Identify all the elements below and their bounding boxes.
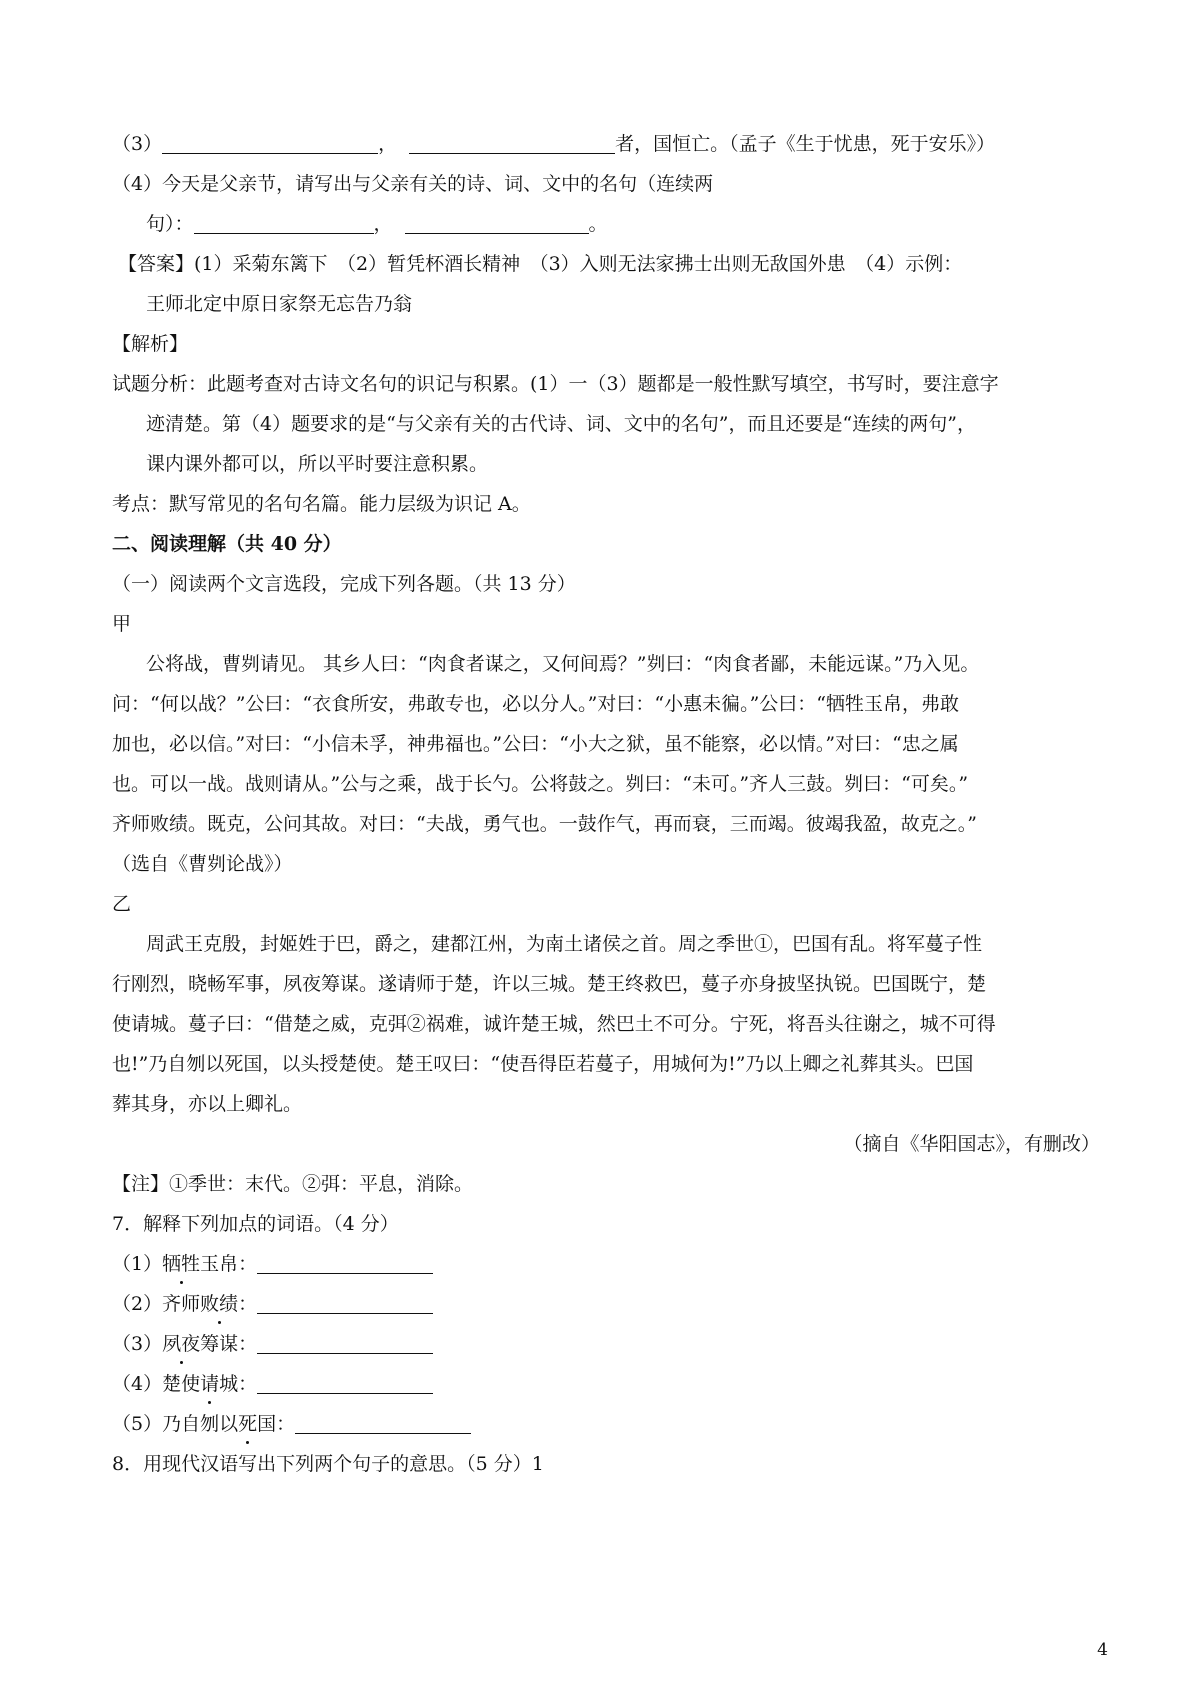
q3-tail: 者，国恒亡。（孟子《生于忧患，死于安乐》） <box>615 133 996 155</box>
q7-item-number: （4） <box>112 1373 163 1395</box>
passage-line: 行刚烈，晓畅军事，夙夜筹谋。遂请师于楚，许以三城。楚王终救巴，蔓子亦身披坚执锐。巴国既宁，楚 <box>112 973 987 995</box>
passage-line: 葬其身，亦以上卿礼。 <box>112 1093 303 1115</box>
q7-answer-blank[interactable] <box>257 1293 433 1314</box>
q3-blank-2[interactable] <box>409 133 615 154</box>
q7-item-number: （2） <box>112 1293 163 1315</box>
passage-jia-label: 甲 <box>112 613 132 635</box>
passage-line: 也!”乃自刎以死国，以头授楚使。楚王叹曰：“使吾得臣若蔓子，用城何为!”乃以上卿之礼葬其头。巴国 <box>112 1053 974 1075</box>
q7-item-post: 玉帛： <box>200 1253 258 1275</box>
q7-item <box>112 1290 433 1318</box>
q7-item-number: （1） <box>112 1253 163 1275</box>
question-7-title: 7．解释下列加点的词语。（4 分） <box>112 1213 399 1235</box>
page-number: 4 <box>1097 1640 1108 1660</box>
q7-item-post: 筹谋： <box>200 1333 258 1355</box>
q4-end: 。 <box>588 213 608 235</box>
dotted-word: 请 <box>200 1370 219 1398</box>
section-title: 二、阅读理解（共 40 分） <box>112 533 342 555</box>
q7-item <box>112 1250 433 1278</box>
passage-yi-label: 乙 <box>112 893 132 915</box>
answer-line-1: 【答案】(1）采菊东篱下 （2）暂凭杯酒长精神 （3）入则无法家拂士出则无敌国外患 （4）示例： <box>118 253 963 275</box>
q7-answer-blank[interactable] <box>257 1373 433 1394</box>
q3-separator: ， <box>378 133 398 155</box>
passage-line: 也。可以一战。战则请从。”公与之乘，战于长勺。公将鼓之。刿曰：“未可。”齐人三鼓。刿曰：“可矣。” <box>112 773 969 795</box>
dotted-word: 夙夜 <box>162 1330 200 1358</box>
q7-item-post: 国： <box>257 1413 296 1435</box>
section-subtitle: （一）阅读两个文言选段，完成下列各题。（共 13 分） <box>112 573 576 595</box>
passage-source: （摘自《华阳国志》，有删改） <box>843 1133 1100 1155</box>
q7-answer-blank[interactable] <box>295 1413 471 1434</box>
passage-line: 使请城。蔓子曰：“借楚之威，克弭②祸难，诚许楚王城，然巴土不可分。宁死，将吾头往谢之，城不可得 <box>112 1013 996 1035</box>
passage-line: 公将战，曹刿请见。 其乡人曰：“肉食者谋之，又何间焉？”刿曰：“肉食者鄙，未能远谋。”乃入见。 <box>146 653 980 675</box>
q4-separator: ， <box>373 213 393 235</box>
q4-line-1: （4）今天是父亲节，请写出与父亲有关的诗、词、文中的名句（连续两 <box>112 173 714 195</box>
q7-item <box>112 1370 433 1398</box>
q7-item-pre: 乃自刎以 <box>162 1413 239 1435</box>
q7-item-post: ： <box>238 1293 258 1315</box>
passage-line: 加也，必以信。”对曰：“小信未孚，神弗福也。”公曰：“小大之狱，虽不能察，必以情。”对曰：“忠之属 <box>112 733 959 755</box>
q3-blank-1[interactable] <box>162 133 378 154</box>
q7-item-pre: 楚使 <box>162 1373 201 1395</box>
dotted-word: 败绩 <box>200 1290 238 1318</box>
q4-prefix: 句）： <box>146 213 194 235</box>
passage-line: 周武王克殷，封姬姓于巴，爵之，建都江州，为南土诸侯之首。周之季世①，巴国有乱。将军蔓子性 <box>146 933 983 955</box>
dotted-word: 死 <box>238 1410 257 1438</box>
q3-number: （3） <box>112 133 163 155</box>
q7-answer-blank[interactable] <box>257 1253 433 1274</box>
q7-item-number: （3） <box>112 1333 163 1355</box>
q7-item-number: （5） <box>112 1413 163 1435</box>
passage-source: （选自《曹刿论战》） <box>112 853 293 875</box>
q7-item <box>112 1410 471 1438</box>
passage-line: 问：“何以战？”公曰：“衣食所安，弗敢专也，必以分人。”对曰：“小惠未徧。”公曰：“牺牲玉帛，弗敢 <box>112 693 959 715</box>
q7-item-post: 城： <box>219 1373 258 1395</box>
q4-line-2 <box>146 210 608 238</box>
question-3 <box>112 130 995 158</box>
analysis-line: 课内课外都可以，所以平时要注意积累。 <box>146 453 489 475</box>
note: 【注】①季世：末代。②弭：平息，消除。 <box>112 1173 474 1195</box>
q7-item <box>112 1330 433 1358</box>
kaodian: 考点：默写常见的名句名篇。能力层级为识记 A。 <box>112 493 531 515</box>
question-8-title: 8．用现代汉语写出下列两个句子的意思。（5 分）1 <box>112 1453 544 1475</box>
q4-blank-1[interactable] <box>194 213 374 234</box>
analysis-line: 迹清楚。第（4）题要求的是“与父亲有关的古代诗、词、文中的名句”，而且还要是“连续的两句”， <box>146 413 976 435</box>
answer-line-2: 王师北定中原日家祭无忘告乃翁 <box>146 293 413 315</box>
analysis-line: 试题分析：此题考查对古诗文名句的识记与积累。(1）一（3）题都是一般性默写填空，书写时，要注意字 <box>112 373 999 395</box>
passage-line: 齐师败绩。既克，公问其故。对曰：“夫战，勇气也。一鼓作气，再而衰，三而竭。彼竭我盈，故克之。” <box>112 813 977 835</box>
q7-item-pre: 齐师 <box>162 1293 201 1315</box>
analysis-heading: 【解析】 <box>112 333 189 355</box>
q7-answer-blank[interactable] <box>257 1333 433 1354</box>
dotted-word: 牺牲 <box>162 1250 200 1278</box>
q4-blank-2[interactable] <box>405 213 589 234</box>
